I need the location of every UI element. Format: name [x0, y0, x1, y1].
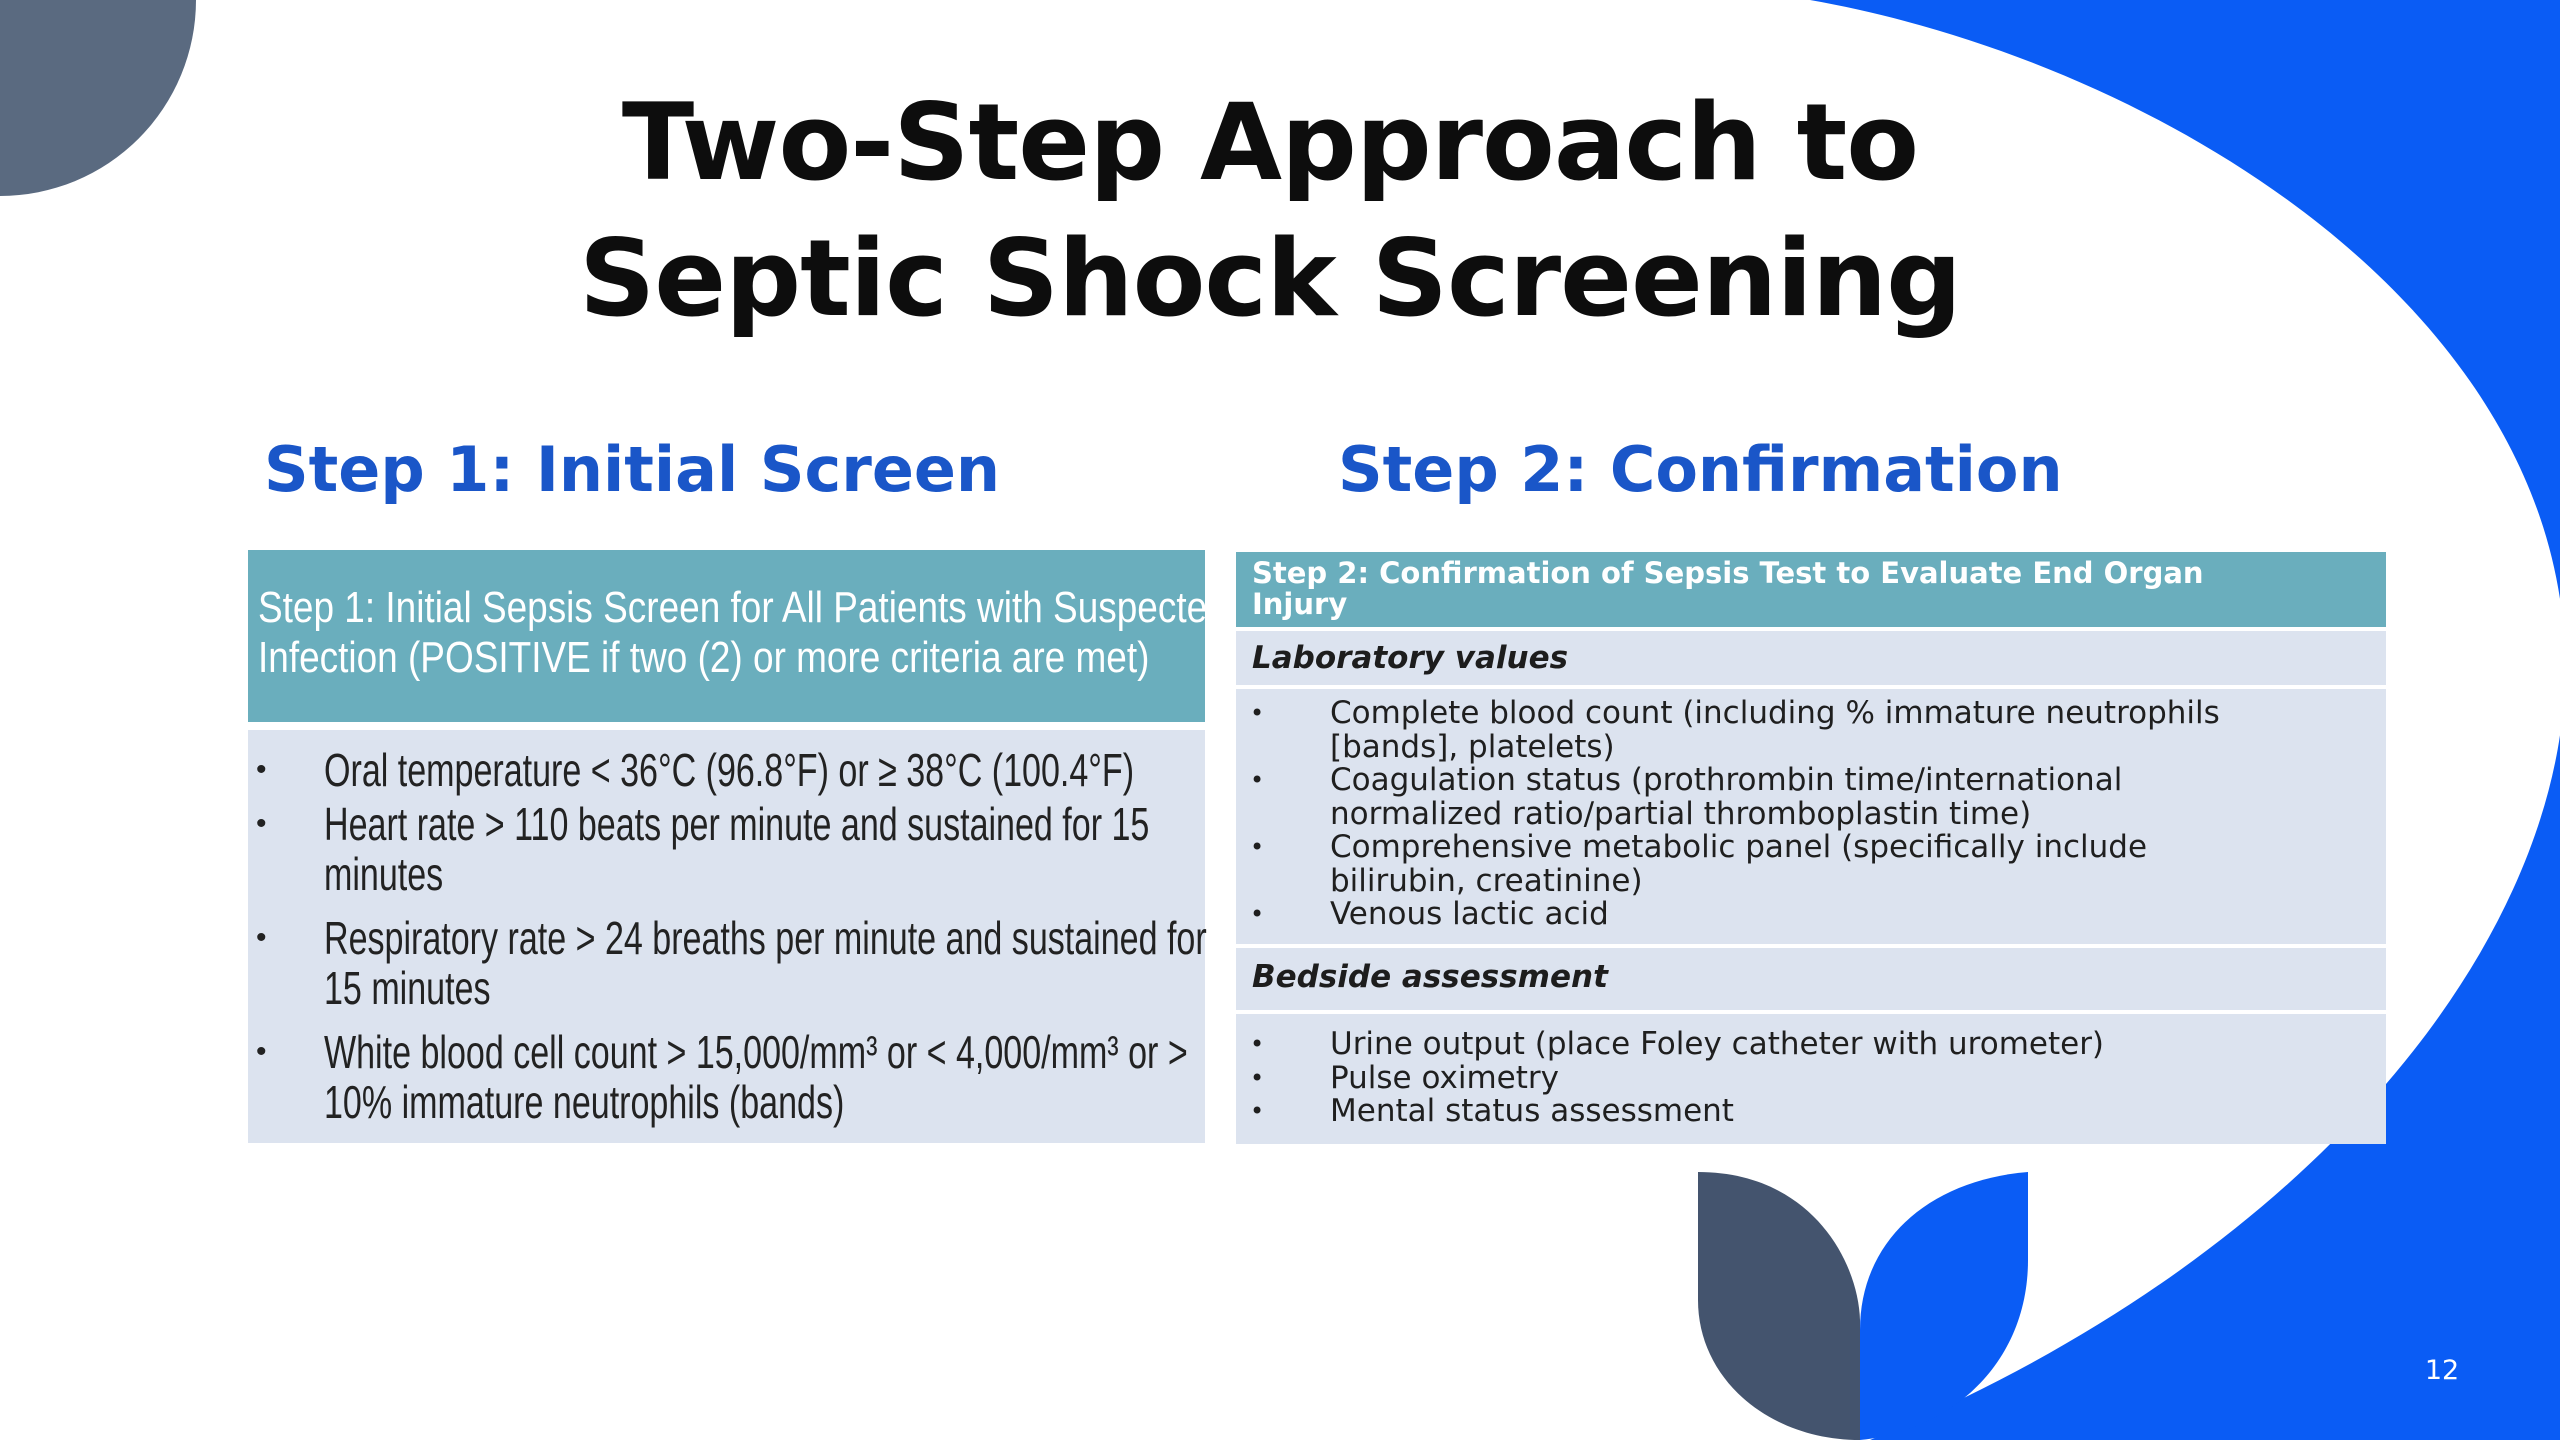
list-item-text — [324, 745, 1138, 795]
list-item-text — [324, 1026, 1188, 1128]
step1-table-header-line: Step 1: Initial Sepsis Screen for All Patients with Suspected — [258, 583, 1228, 632]
table-divider — [1236, 685, 2386, 689]
list-item-text — [1330, 1095, 2386, 1129]
list-item-line: Oral temperature < 36°C (96.8°F) or ≥ 38°C (100.4°F) — [324, 744, 1135, 796]
table-divider — [248, 722, 1205, 730]
page-number: 12 — [2424, 1355, 2460, 1386]
step1-table-header-text — [258, 583, 1228, 683]
list-item-line: 15 minutes — [324, 962, 491, 1014]
step2-table-header-line: Step 2: Confirmation of Sepsis Test to Evaluate End Organ — [1252, 556, 2204, 590]
step1-heading: Step 1: Initial Screen — [264, 433, 1001, 506]
step2-table-header — [1236, 552, 2386, 627]
bullet-icon: • — [256, 921, 267, 954]
slate-petal-shape — [1698, 1172, 1860, 1440]
list-item — [1236, 898, 2386, 932]
list-item-line: normalized ratio/partial thromboplastin time) — [1330, 795, 2032, 832]
list-item-line: bilirubin, creatinine) — [1330, 862, 1643, 899]
list-item — [1236, 764, 2386, 831]
bullet-icon: • — [256, 753, 267, 786]
table-divider — [1236, 1010, 2386, 1014]
laboratory-values-label: Laboratory values — [1252, 640, 1569, 676]
bullet-icon: • — [1250, 766, 1265, 794]
slide-title-line: Septic Shock Screening — [578, 217, 1962, 340]
step1-criteria-list — [248, 745, 1205, 1131]
table-divider — [1236, 627, 2386, 631]
list-item-line: Coagulation status (prothrombin time/international — [1330, 762, 2123, 798]
list-item-line: White blood cell count > 15,000/mm³ or < 4,000/mm³ or > — [324, 1026, 1188, 1078]
list-item — [1236, 1028, 2386, 1062]
bullet-icon: • — [1250, 1097, 1265, 1125]
bullet-icon: • — [1250, 900, 1265, 928]
list-item — [248, 913, 1205, 1013]
list-item — [1236, 1059, 2386, 1096]
list-item — [1236, 831, 2386, 898]
table-divider — [1236, 944, 2386, 948]
list-item-line: Urine output (place Foley catheter with urometer) — [1330, 1026, 2105, 1062]
step2-confirmation-table — [1236, 552, 2386, 1144]
bullet-icon: • — [1250, 1063, 1265, 1092]
slide-title-line: Two-Step Approach to — [621, 81, 1919, 204]
step1-criteria-table — [248, 550, 1228, 1143]
list-item-line: Pulse oximetry — [1330, 1059, 1559, 1096]
bedside-assessment-list — [1236, 1028, 2386, 1129]
bullet-icon: • — [1250, 1030, 1265, 1058]
list-item-text — [324, 798, 1150, 900]
list-item-text — [1330, 1028, 2386, 1062]
step1-table-header — [248, 550, 1228, 722]
bullet-icon: • — [256, 807, 267, 840]
list-item-text — [1330, 898, 2386, 932]
list-item — [1236, 697, 2386, 764]
list-item-text — [324, 912, 1207, 1014]
step2-table-header-text — [1252, 558, 2204, 620]
list-item-text — [1330, 697, 2386, 764]
step2-table-header-line: Injury — [1252, 587, 1348, 621]
slide-title — [560, 75, 1980, 347]
bullet-icon: • — [256, 1035, 267, 1068]
bullet-icon: • — [1250, 699, 1265, 727]
list-item-line: Heart rate > 110 beats per minute and sustained for 15 — [324, 798, 1150, 850]
list-item-text — [1330, 831, 2386, 898]
laboratory-values-list — [1236, 697, 2386, 932]
list-item-text — [1330, 764, 2386, 831]
list-item-text — [1330, 1059, 2386, 1096]
step2-heading: Step 2: Confirmation — [1338, 433, 2063, 506]
list-item — [248, 799, 1205, 899]
list-item-line: Respiratory rate > 24 breaths per minute and sustained for — [324, 912, 1207, 964]
list-item — [1236, 1095, 2386, 1129]
list-item-line: [bands], platelets) — [1330, 728, 1615, 765]
list-item-line: Comprehensive metabolic panel (specifically include — [1330, 829, 2148, 865]
list-item-line: Venous lactic acid — [1330, 896, 1609, 932]
list-item-line: Complete blood count (including % immature neutrophils — [1330, 695, 2220, 731]
list-item — [248, 745, 1205, 795]
bedside-assessment-label: Bedside assessment — [1252, 959, 1608, 995]
bullet-icon: • — [1250, 833, 1265, 861]
step1-table-header-line: Infection (POSITIVE if two (2) or more criteria are met) — [258, 633, 1150, 682]
list-item-line: Mental status assessment — [1330, 1093, 1734, 1129]
list-item-line: 10% immature neutrophils (bands) — [324, 1076, 845, 1128]
slate-corner-shape — [0, 0, 196, 196]
list-item-line: minutes — [324, 848, 444, 900]
list-item — [248, 1027, 1205, 1127]
